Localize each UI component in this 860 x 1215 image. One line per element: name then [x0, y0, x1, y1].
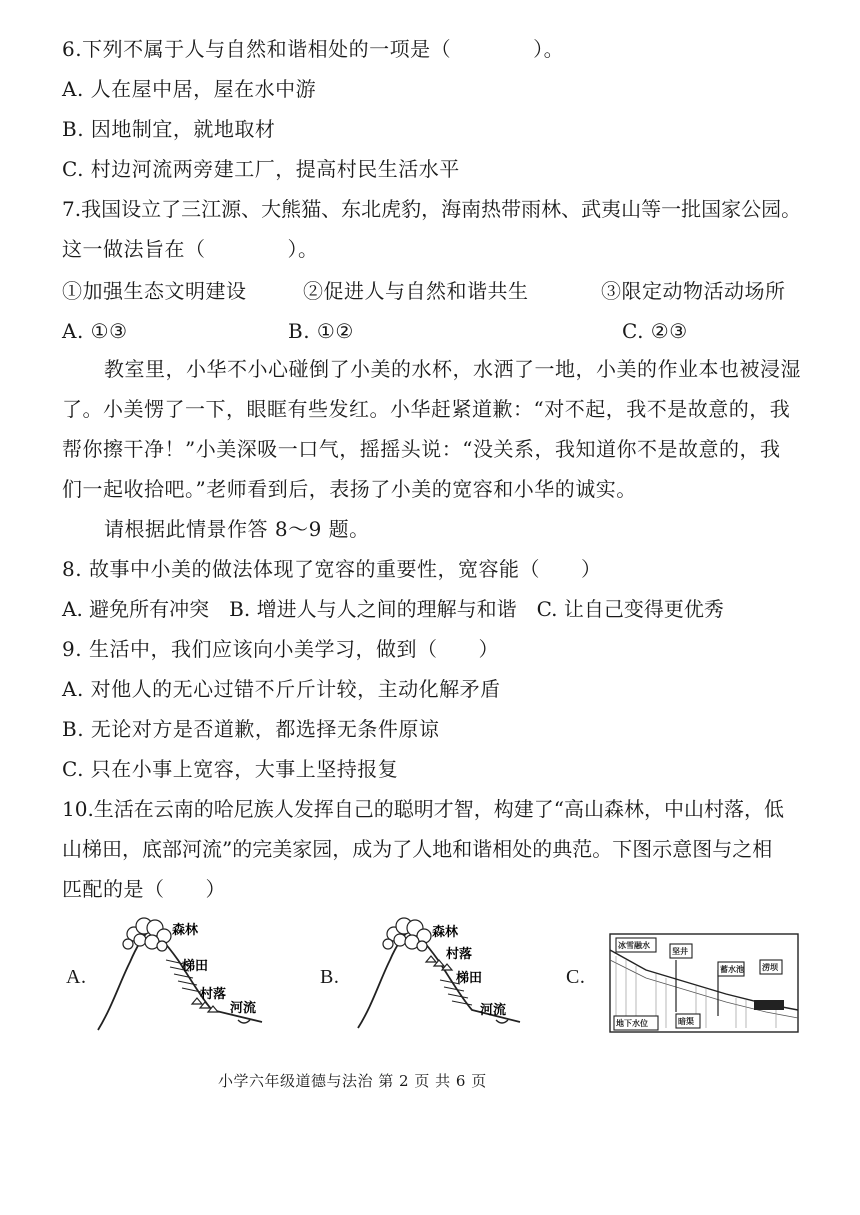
figure-a-diagram — [92, 912, 282, 1034]
q7-option-b: B. ①② — [288, 319, 354, 343]
q6-stem: 6.下列不属于人与自然和谐相处的一项是（ ）。 — [62, 37, 565, 61]
figure-b-label-river: 河流 — [480, 1003, 507, 1018]
passage-line-3: 帮你擦干净！”小美深吸一口气，摇摇头说：“没关系，我知道你不是故意的，我 — [62, 437, 781, 461]
q10-stem-line1: 10.生活在云南的哈尼族人发挥自己的聪明才智，构建了“高山森林，中山村落，低 — [62, 797, 785, 821]
figure-b-diagram — [350, 912, 540, 1034]
figure-b-letter: B. — [320, 966, 340, 988]
figure-c-letter: C. — [566, 966, 586, 988]
passage-instruction: 请根据此情景作答 8～9 题。 — [104, 517, 370, 541]
passage-line-2: 了。小美愣了一下，眼眶有些发红。小华赶紧道歉：“对不起，我不是故意的，我 — [62, 397, 791, 421]
q6-option-c: C. 村边河流两旁建工厂，提高村民生活水平 — [62, 157, 460, 181]
q7-option-a: A. ①③ — [62, 319, 128, 343]
q9-stem: 9. 生活中，我们应该向小美学习，做到（ ） — [62, 637, 499, 661]
figure-c-label-reservoir: 蓄水池 — [720, 964, 744, 974]
figure-b-label-forest: 森林 — [432, 925, 459, 940]
q7-stem-line1: 7.我国设立了三江源、大熊猫、东北虎豹，海南热带雨林、武夷山等一批国家公园。 — [62, 197, 802, 221]
figure-b-label-village: 村落 — [446, 947, 473, 962]
figure-b-label-terraces: 梯田 — [456, 971, 483, 986]
figure-a-label-forest: 森林 — [172, 923, 199, 938]
q6-option-b: B. 因地制宜，就地取材 — [62, 117, 276, 141]
q7-item-1: ①加强生态文明建设 — [62, 279, 247, 303]
q9-option-c: C. 只在小事上宽容，大事上坚持报复 — [62, 757, 399, 781]
figure-c-label-channel: 暗渠 — [678, 1016, 694, 1026]
figure-a-label-river: 河流 — [230, 1001, 257, 1016]
q7-option-c: C. ②③ — [622, 319, 688, 343]
q7-stem-line2: 这一做法旨在（ ）。 — [62, 237, 319, 261]
figure-c-label-meltwater: 冰雪融水 — [618, 940, 650, 950]
q9-option-b: B. 无论对方是否道歉，都选择无条件原谅 — [62, 717, 440, 741]
q6-option-a: A. 人在屋中居，屋在水中游 — [62, 77, 317, 101]
q7-item-2: ②促进人与自然和谐共生 — [303, 279, 529, 303]
figure-c-label-water-table: 地下水位 — [616, 1018, 648, 1028]
figure-c-label-well: 坚井 — [672, 946, 688, 956]
q10-stem-line3: 匹配的是（ ） — [62, 877, 226, 901]
figure-c-diagram — [606, 930, 802, 1036]
q8-options: A. 避免所有冲突 B. 增进人与人之间的理解与和谐 C. 让自己变得更优秀 — [62, 597, 724, 621]
page-footer: 小学六年级道德与法治 第 2 页 共 6 页 — [218, 1072, 487, 1090]
q9-option-a: A. 对他人的无心过错不斤斤计较，主动化解矛盾 — [62, 677, 501, 701]
figure-a-label-terraces: 梯田 — [182, 959, 209, 974]
figure-a-letter: A. — [66, 966, 87, 988]
figure-a-label-village: 村落 — [200, 987, 227, 1002]
figure-c-label-pond: 涝坝 — [762, 962, 778, 972]
q8-stem: 8. 故事中小美的做法体现了宽容的重要性，宽容能（ ） — [62, 557, 602, 581]
q7-item-3: ③限定动物活动场所 — [601, 279, 786, 303]
passage-line-4: 们一起收拾吧。”老师看到后，表扬了小美的宽容和小华的诚实。 — [62, 477, 637, 501]
q10-stem-line2: 山梯田，底部河流”的完美家园，成为了人地和谐相处的典范。下图示意图与之相 — [62, 837, 773, 861]
passage-line-1: 教室里，小华不小心碰倒了小美的水杯，水洒了一地，小美的作业本也被浸湿 — [104, 357, 801, 381]
